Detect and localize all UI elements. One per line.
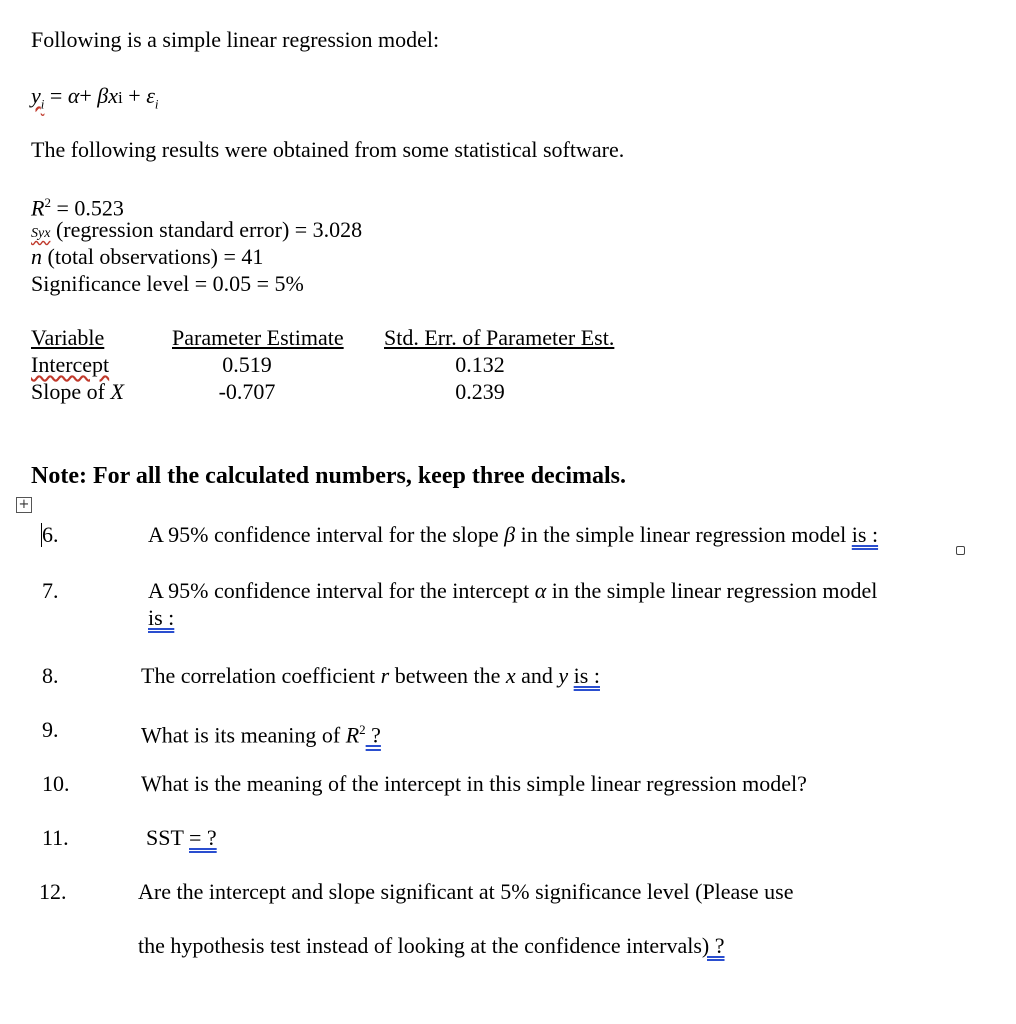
n-symbol: n [31, 244, 42, 269]
note-heading: Note: For all the calculated numbers, keep three decimals. [31, 463, 627, 489]
eq-y: y [31, 83, 41, 108]
stat-significance: Significance level = 0.05 = 5% [31, 271, 304, 296]
q9-r: R [345, 722, 360, 748]
question-7-text [148, 578, 877, 604]
eq-plus1: + [79, 83, 98, 108]
q8-x: x [505, 663, 516, 688]
table-header-estimate: Parameter Estimate [172, 325, 344, 350]
table-row-slope-estimate: -0.707 [218, 379, 276, 404]
table-row-intercept-stderr: 0.132 [455, 352, 505, 377]
r2-superscript: 2 [44, 195, 51, 210]
syx-symbol: Syx [31, 226, 51, 241]
question-6-number: 6. [42, 522, 59, 547]
eq-x: x [108, 83, 119, 108]
q8-is: is : [573, 663, 600, 688]
eq-equals: = [44, 83, 68, 108]
syx-value: (regression standard error) = 3.028 [50, 217, 363, 242]
slope-label: Slope of [31, 379, 111, 404]
stat-syx [31, 217, 362, 247]
regression-equation [31, 83, 158, 117]
eq-epsilon-sub: i [154, 96, 159, 112]
q7-part: in the simple linear regression model [546, 578, 878, 603]
eq-beta: β [97, 83, 109, 108]
q11-eq: = ? [189, 825, 217, 850]
question-7-number: 7. [42, 578, 59, 603]
table-row-intercept-estimate: 0.519 [222, 352, 272, 377]
q7-part: A 95% confidence interval for the intercept [148, 578, 535, 603]
n-value: (total observations) = 41 [42, 244, 264, 269]
q11-sst: SST [146, 825, 190, 850]
eq-y-sub: i [40, 96, 45, 112]
question-12-text-line1: Are the intercept and slope significant at 5% significance level (Please use [138, 879, 794, 904]
q6-beta: β [504, 522, 516, 547]
eq-x-sub: i [118, 88, 123, 107]
q9-part: What is its meaning of [141, 722, 346, 748]
table-header-variable: Variable [31, 325, 105, 350]
q8-y: y [558, 663, 569, 688]
results-intro: The following results were obtained from some statistical software. [31, 137, 625, 162]
q8-r: r [380, 663, 390, 688]
eq-alpha: α [67, 83, 80, 108]
question-9-number: 9. [42, 717, 59, 742]
question-6-text [148, 522, 878, 548]
eq-plus2: + [122, 83, 147, 108]
r2-value: = 0.523 [50, 195, 124, 221]
question-7-is: is : [148, 605, 175, 630]
question-8-text [141, 663, 600, 689]
q7-alpha: α [534, 578, 547, 603]
q9-qmark: ? [365, 722, 381, 748]
question-12-text-line2 [138, 933, 725, 959]
table-row-intercept-variable: Intercept [31, 352, 110, 377]
question-11-text [146, 825, 217, 851]
question-11-number: 11. [42, 825, 69, 850]
eq-epsilon: ε [146, 83, 155, 108]
table-row-slope-variable [31, 379, 124, 405]
stat-n [31, 244, 263, 270]
table-move-handle-icon[interactable]: + [16, 497, 32, 513]
q6-is: is : [851, 522, 879, 547]
q12-end: ) ? [701, 933, 725, 958]
anchor-icon[interactable] [956, 546, 965, 555]
question-10-text: What is the meaning of the intercept in this simple linear regression model? [141, 771, 807, 796]
q8-part: between the [389, 663, 506, 688]
question-9-text [141, 717, 381, 748]
q6-part: A 95% confidence interval for the slope [148, 522, 505, 547]
question-12-number: 12. [39, 879, 67, 904]
table-header-stderr: Std. Err. of Parameter Est. [384, 325, 615, 350]
q8-part: The correlation coefficient [141, 663, 381, 688]
question-8-number: 8. [42, 663, 59, 688]
r2-symbol: R [31, 195, 45, 221]
q12-part: the hypothesis test instead of looking at the confidence intervals [138, 933, 702, 958]
table-row-slope-stderr: 0.239 [455, 379, 505, 404]
intro-text: Following is a simple linear regression model: [31, 27, 440, 52]
q9-sup: 2 [359, 722, 366, 737]
q6-part: in the simple linear regression model [515, 522, 852, 547]
question-10-number: 10. [42, 771, 70, 796]
q8-part: and [515, 663, 559, 688]
slope-x: X [110, 379, 124, 404]
